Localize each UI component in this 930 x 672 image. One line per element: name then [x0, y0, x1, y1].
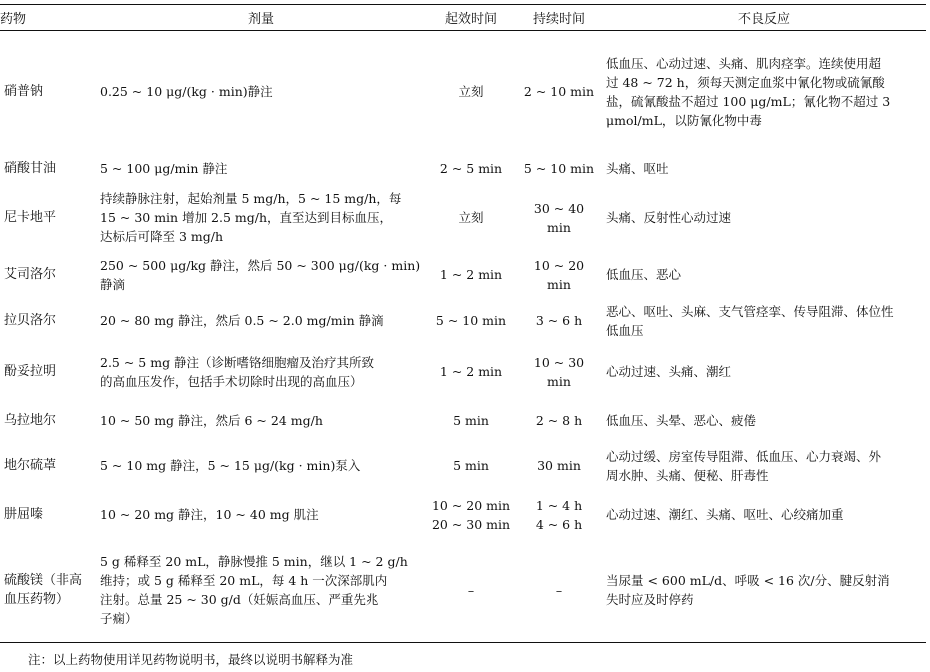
onset-line: 立刻	[458, 210, 484, 225]
onset-line: 2 ~ 5 min	[439, 161, 503, 176]
duration-cell	[516, 491, 602, 539]
duration-line: –	[555, 582, 563, 598]
adverse-line: 失时应及时停药	[606, 592, 694, 608]
dose-line: 10 ~ 50 mg 静注，然后 6 ~ 24 mg/h	[100, 413, 323, 428]
duration-line: 2 ~ 8 h	[535, 413, 583, 428]
adverse-line: 恶心、呕吐、头麻、支气管痉挛、传导阻滞、体位性	[606, 303, 894, 319]
drug-name-cell: 硝普钠	[4, 84, 44, 100]
duration-line: 4 ~ 6 h	[535, 516, 583, 532]
dose-line: 2.5 ~ 5 mg 静注（诊断嗜铬细胞瘤及治疗其所致	[100, 354, 375, 370]
table-row	[0, 251, 926, 299]
adverse-line: 低血压、头晕、恶心、疲倦	[606, 413, 757, 428]
header-adverse: 不良反应	[602, 5, 926, 31]
duration-cell	[516, 31, 602, 153]
dose-cell	[96, 251, 426, 299]
dose-line: 5 ~ 10 mg 静注，5 ~ 15 μg/(kg · min)泵入	[100, 458, 361, 473]
table-row	[0, 153, 926, 185]
dose-cell	[96, 185, 426, 251]
onset-cell	[426, 491, 516, 539]
dose-line: 达标后可降至 3 mg/h	[100, 229, 224, 244]
adverse-cell	[602, 31, 926, 153]
dose-cell	[96, 491, 426, 539]
dose-line: 持续静脉注射，起始剂量 5 mg/h，5 ~ 15 mg/h，每	[100, 191, 402, 206]
dose-cell	[96, 299, 426, 343]
duration-cell	[516, 401, 602, 441]
onset-line: 5 min	[453, 413, 489, 428]
adverse-line: 心动过速、潮红、头痛、呕吐、心绞痛加重	[606, 507, 844, 522]
drug-table	[0, 4, 926, 643]
adverse-line: 低血压、恶心	[606, 267, 682, 282]
adverse-cell	[602, 343, 926, 401]
table-row	[0, 299, 926, 343]
dose-line: 15 ~ 30 min 增加 2.5 mg/h，直至达到目标血压，	[100, 210, 393, 225]
duration-cell	[516, 299, 602, 343]
onset-line: 立刻	[458, 84, 484, 100]
adverse-line: 低血压、心动过速、头痛、肌肉痉挛。连续使用超	[606, 55, 882, 71]
duration-cell	[516, 251, 602, 299]
adverse-cell	[602, 441, 926, 491]
table-row	[0, 441, 926, 491]
drug-name-cell: 尼卡地平	[4, 210, 57, 225]
adverse-line: μmol/mL，以防氰化物中毒	[606, 112, 762, 128]
adverse-line: 当尿量 < 600 mL/d、呼吸 < 16 次/分、腱反射消	[606, 573, 890, 589]
drug-name-cell: 硝酸甘油	[4, 161, 57, 176]
adverse-line: 过 48 ~ 72 h，须每天测定血浆中氰化物或硫氰酸	[606, 74, 885, 90]
duration-line: 30 min	[537, 458, 581, 473]
onset-cell	[426, 299, 516, 343]
duration-line: 5 ~ 10 min	[523, 161, 595, 176]
onset-cell	[426, 251, 516, 299]
dose-line: 维持；或 5 g 稀释至 20 mL，每 4 h 一次深部肌内	[100, 573, 388, 589]
dose-cell	[96, 343, 426, 401]
adverse-cell	[602, 299, 926, 343]
adverse-line: 头痛、呕吐	[606, 161, 669, 176]
dose-line: 的高血压发作，包括手术切除时出现的高血压）	[100, 373, 363, 389]
duration-line: 3 ~ 6 h	[535, 313, 583, 328]
table-row	[0, 401, 926, 441]
table-row	[0, 31, 926, 153]
header-duration: 持续时间	[516, 5, 602, 31]
table-row	[0, 539, 926, 643]
onset-cell	[426, 441, 516, 491]
dose-cell	[96, 153, 426, 185]
dose-line: 5 g 稀释至 20 mL，静脉慢推 5 min，继以 1 ~ 2 g/h	[100, 554, 408, 570]
footnote: 注：以上药物使用详见药物说明书，最终以说明书解释为准	[28, 652, 354, 667]
dose-line: 0.25 ~ 10 μg/(kg · min)静注	[100, 84, 273, 100]
adverse-line: 头痛、反射性心动过速	[606, 210, 732, 225]
duration-cell	[516, 441, 602, 491]
adverse-line: 心动过缓、房室传导阻滞、低血压、心力衰竭、外	[606, 448, 882, 464]
table-row	[0, 491, 926, 539]
duration-line: 30 ~ 40 min	[533, 200, 585, 235]
drug-name-cell: 乌拉地尔	[4, 413, 57, 428]
dose-line: 子痫）	[100, 611, 138, 627]
adverse-line: 盐，硫氰酸盐不超过 100 μg/mL；氰化物不超过 3	[606, 93, 891, 109]
onset-line: –	[467, 582, 475, 598]
duration-cell	[516, 153, 602, 185]
drug-name-cell: 艾司洛尔	[4, 267, 57, 282]
onset-line: 10 ~ 20 min	[431, 497, 511, 513]
duration-line: 10 ~ 30 min	[533, 354, 585, 389]
dose-cell	[96, 441, 426, 491]
dose-line: 注射。总量 25 ~ 30 g/d（妊娠高血压、严重先兆	[100, 592, 379, 608]
drug-name-cell: 酚妥拉明	[4, 364, 57, 379]
dose-cell	[96, 539, 426, 643]
adverse-cell	[602, 401, 926, 441]
adverse-cell	[602, 251, 926, 299]
onset-line: 1 ~ 2 min	[439, 364, 503, 379]
table-header-row	[0, 5, 926, 31]
onset-line: 1 ~ 2 min	[439, 267, 503, 282]
onset-cell	[426, 31, 516, 153]
header-drug: 药物	[0, 5, 96, 31]
adverse-line: 低血压	[606, 322, 644, 338]
adverse-line: 心动过速、头痛、潮红	[606, 364, 732, 379]
adverse-line: 周水肿、头痛、便秘、肝毒性	[606, 467, 769, 483]
dose-line: 250 ~ 500 μg/kg 静注，然后 50 ~ 300 μg/(kg · min)	[100, 257, 421, 273]
duration-line: 10 ~ 20 min	[533, 257, 585, 292]
duration-line: 2 ~ 10 min	[523, 84, 595, 100]
dose-cell	[96, 401, 426, 441]
onset-line: 20 ~ 30 min	[431, 516, 511, 532]
onset-cell	[426, 343, 516, 401]
drug-name-cell: 地尔硫䓬	[4, 458, 57, 473]
adverse-cell	[602, 153, 926, 185]
dose-cell	[96, 31, 426, 153]
onset-cell	[426, 153, 516, 185]
onset-cell	[426, 539, 516, 643]
header-dose: 剂量	[96, 5, 426, 31]
dose-line: 20 ~ 80 mg 静注，然后 0.5 ~ 2.0 mg/min 静滴	[100, 313, 384, 328]
header-onset: 起效时间	[426, 5, 516, 31]
drug-name-cell: 拉贝洛尔	[4, 313, 57, 328]
adverse-cell	[602, 185, 926, 251]
adverse-cell	[602, 491, 926, 539]
drug-name-cell: 肼屈嗪	[4, 507, 44, 522]
dose-line: 静滴	[100, 276, 126, 292]
duration-cell	[516, 185, 602, 251]
duration-line: 1 ~ 4 h	[535, 497, 583, 513]
onset-cell	[426, 401, 516, 441]
table-row	[0, 343, 926, 401]
table-row	[0, 185, 926, 251]
onset-line: 5 min	[453, 458, 489, 473]
drug-name-cell: 硫酸镁（非高血压药物）	[0, 539, 96, 643]
dose-line: 5 ~ 100 μg/min 静注	[100, 161, 228, 176]
duration-cell	[516, 343, 602, 401]
duration-cell	[516, 539, 602, 643]
adverse-cell	[602, 539, 926, 643]
onset-cell	[426, 185, 516, 251]
dose-line: 10 ~ 20 mg 静注，10 ~ 40 mg 肌注	[100, 507, 319, 522]
onset-line: 5 ~ 10 min	[435, 313, 507, 328]
